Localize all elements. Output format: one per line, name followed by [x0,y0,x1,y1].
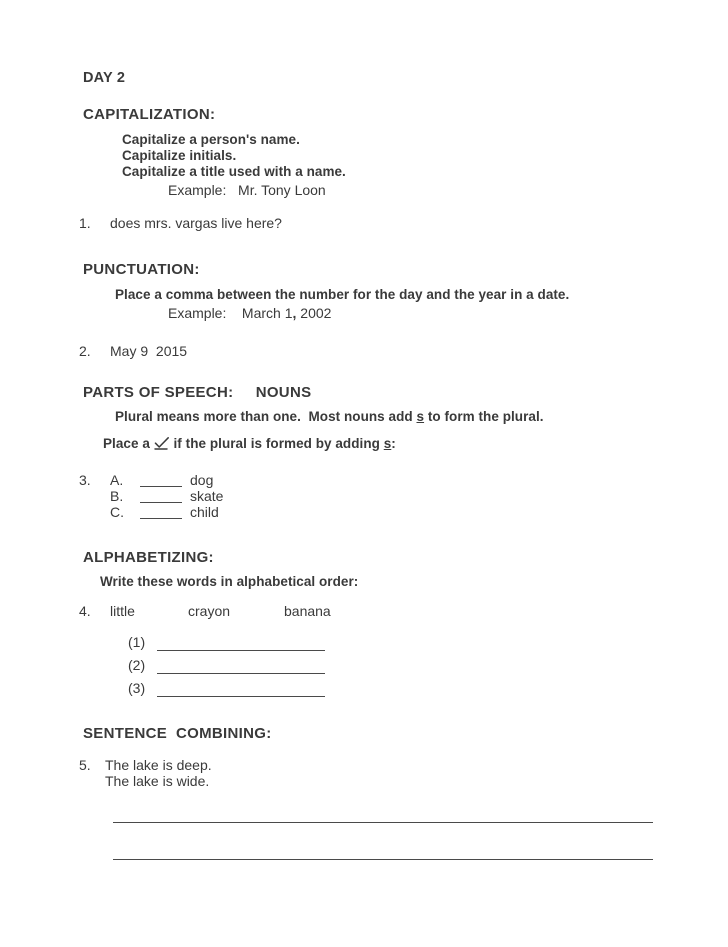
question-1-number: 1. [79,215,91,231]
parts-of-speech-directive [103,436,396,451]
directive-part3: : [391,436,396,451]
punctuation-example-comma: , [292,305,297,321]
question-4-answer-blank[interactable] [157,650,325,651]
section-heading-alphabetizing: ALPHABETIZING: [83,549,214,566]
question-3-item-letter: C. [110,504,124,520]
question-4-answer-label: (2) [128,657,146,673]
punctuation-example [168,305,331,321]
question-3-item-word: skate [190,488,224,504]
question-5-number: 5. [79,757,91,773]
question-5-answer-line[interactable] [113,859,653,860]
question-3-answer-blank[interactable] [140,486,182,487]
punctuation-example-suffix: 2002 [296,305,332,321]
capitalization-rule-3: Capitalize a title used with a name. [122,164,346,179]
question-3-item-word: dog [190,472,214,488]
alphabetizing-directive: Write these words in alphabetical order: [100,574,359,589]
capitalization-example: Example: Mr. Tony Loon [168,182,326,198]
question-4-answer-blank[interactable] [157,673,325,674]
question-2-text[interactable]: May 9 2015 [110,343,188,359]
parts-of-speech-rule [115,409,544,424]
question-4-word: banana [284,603,331,619]
punctuation-rule: Place a comma between the number for the day and the year in a date. [115,287,570,302]
question-4-answer-blank[interactable] [157,696,325,697]
parts-of-speech-rule-part1: Plural means more than one. Most nouns add [115,409,417,424]
directive-part1: Place a [103,436,154,451]
parts-of-speech-rule-letter: s [416,409,425,424]
question-4-word: little [110,603,135,619]
question-4-answer-label: (1) [128,634,146,650]
question-3-number: 3. [79,472,91,488]
question-5-sentence: The lake is wide. [105,773,210,789]
question-3-item-letter: A. [110,472,124,488]
question-2-number: 2. [79,343,91,359]
question-1-text[interactable]: does mrs. vargas live here? [110,215,282,231]
question-4-answer-label: (3) [128,680,146,696]
question-3-answer-blank[interactable] [140,518,182,519]
capitalization-rule-1: Capitalize a person's name. [122,132,300,147]
capitalization-rule-2: Capitalize initials. [122,148,237,163]
directive-letter: s [383,436,392,451]
question-3-item-letter: B. [110,488,124,504]
question-3-item-word: child [190,504,219,520]
punctuation-example-prefix: Example: March 1 [168,305,293,321]
question-3-answer-blank[interactable] [140,502,182,503]
question-4-number: 4. [79,603,91,619]
parts-of-speech-rule-part2: to form the plural. [424,409,544,424]
section-heading-parts-of-speech: PARTS OF SPEECH: NOUNS [83,384,312,401]
question-5-answer-line[interactable] [113,822,653,823]
directive-part2: if the plural is formed by adding [169,436,384,451]
section-heading-capitalization: CAPITALIZATION: [83,106,216,123]
question-5-sentence: The lake is deep. [105,757,212,773]
section-heading-sentence-combining: SENTENCE COMBINING: [83,725,272,742]
question-4-word: crayon [188,603,231,619]
checkmark-icon [154,437,170,450]
page-title: DAY 2 [83,70,126,86]
section-heading-punctuation: PUNCTUATION: [83,261,200,278]
